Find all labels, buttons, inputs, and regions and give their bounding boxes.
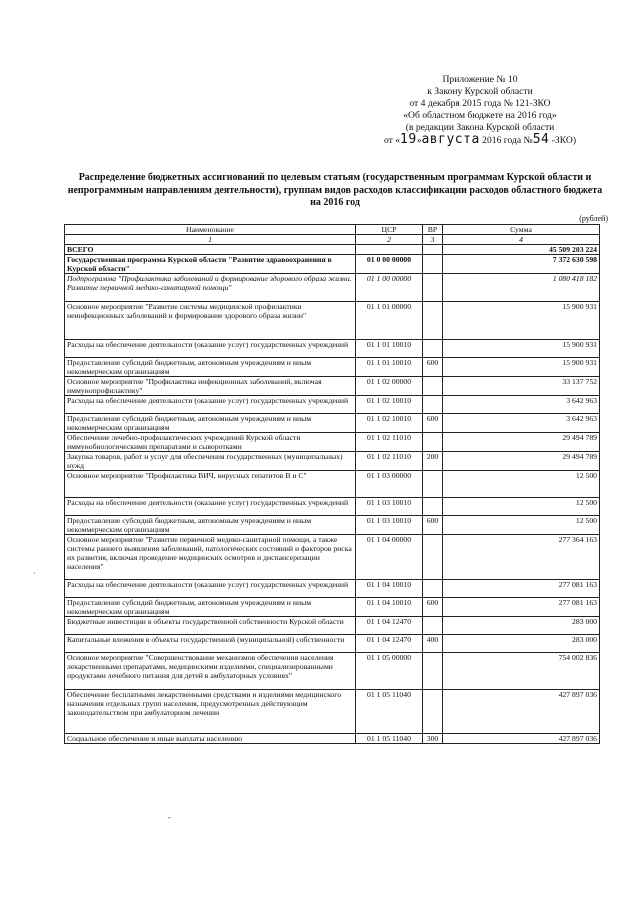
cell-name: Предоставление субсидий бюджетным, автономным учреждениям и иным некоммерческим организациям [65, 414, 356, 433]
cell-csr: 01 1 03 10010 [356, 516, 423, 535]
table-row [65, 452, 600, 471]
cell-csr: 01 1 04 10010 [356, 580, 423, 598]
table-row [65, 617, 600, 635]
cell-vr [423, 690, 443, 734]
cell-sum: 15 900 931 [443, 302, 600, 340]
col-number-sum: 4 [443, 235, 600, 245]
cell-sum: 45 509 203 224 [443, 245, 600, 255]
cell-csr: 01 0 00 00000 [356, 255, 423, 274]
cell-sum: 754 002 836 [443, 653, 600, 690]
amendment-month: августа [421, 132, 480, 147]
cell-sum: 15 900 931 [443, 340, 600, 358]
cell-csr: 01 1 04 10010 [356, 598, 423, 617]
amendment-suffix: -ЗКО) [549, 135, 577, 146]
cell-name: Государственная программа Курской области "Развитие здравоохранения в Курской области" [65, 255, 356, 274]
cell-sum: 1 080 418 182 [443, 274, 600, 302]
cell-csr: 01 1 03 00000 [356, 471, 423, 498]
cell-sum: 7 372 630 598 [443, 255, 600, 274]
col-number-name: 1 [65, 235, 356, 245]
amendment-number: 54 [532, 132, 550, 147]
budget-table [64, 224, 600, 744]
cell-name: Бюджетные инвестиции в объекты государственной собственности Курской области [65, 617, 356, 635]
table-body [65, 245, 600, 744]
cell-vr [423, 302, 443, 340]
cell-name: Расходы на обеспечение деятельности (оказание услуг) государственных учреждений [65, 340, 356, 358]
cell-csr: 01 1 04 00000 [356, 535, 423, 580]
cell-csr: 01 1 02 11010 [356, 433, 423, 452]
header-csr: ЦСР [356, 225, 423, 235]
cell-csr: 01 1 04 12470 [356, 617, 423, 635]
cell-sum: 3 642 963 [443, 396, 600, 414]
cell-sum: 12 500 [443, 471, 600, 498]
table-row [65, 535, 600, 580]
cell-vr [423, 340, 443, 358]
table-number-row [65, 235, 600, 245]
cell-sum: 12 500 [443, 516, 600, 535]
appendix-line-5: (в редакции Закона Курской области [405, 122, 555, 133]
table-row [65, 396, 600, 414]
cell-csr: 01 1 05 00000 [356, 653, 423, 690]
table-row [65, 734, 600, 744]
table-row [65, 358, 600, 377]
units-label: (рублей) [579, 214, 608, 223]
cell-name: Предоставление субсидий бюджетным, автономным учреждениям и иным некоммерческим организациям [65, 516, 356, 535]
cell-sum: 12 500 [443, 498, 600, 516]
table-row [65, 340, 600, 358]
cell-name: Закупка товаров, работ и услуг для обеспечения государственных (муниципальных) нужд [65, 452, 356, 471]
table-row [65, 516, 600, 535]
cell-name: Расходы на обеспечение деятельности (оказание услуг) государственных учреждений [65, 396, 356, 414]
col-number-csr: 2 [356, 235, 423, 245]
cell-name: Расходы на обеспечение деятельности (оказание услуг) государственных учреждений [65, 498, 356, 516]
cell-name: Основное мероприятие "Профилактика ВИЧ, вирусных гепатитов В и С" [65, 471, 356, 498]
appendix-line-3: от 4 декабря 2015 года № 121-ЗКО [409, 98, 551, 109]
cell-vr [423, 377, 443, 396]
table-row [65, 433, 600, 452]
cell-sum: 15 900 931 [443, 358, 600, 377]
cell-vr [423, 396, 443, 414]
bottom-mark: - [168, 813, 171, 822]
cell-vr: 600 [423, 358, 443, 377]
header-sum: Сумма [443, 225, 600, 235]
margin-mark: · [33, 569, 36, 578]
cell-name: Социальное обеспечение и иные выплаты населению [65, 734, 356, 744]
cell-csr: 01 1 05 11040 [356, 690, 423, 734]
amendment-quote: » [416, 135, 422, 146]
cell-name: Предоставление субсидий бюджетным, автономным учреждениям и иным некоммерческим организациям [65, 598, 356, 617]
cell-csr: 01 1 01 10010 [356, 340, 423, 358]
table-row [65, 471, 600, 498]
amendment-day: 19 [400, 132, 417, 147]
cell-csr: 01 1 02 10010 [356, 396, 423, 414]
cell-sum: 277 364 163 [443, 535, 600, 580]
header-name: Наименование [65, 225, 356, 235]
cell-vr [423, 245, 443, 255]
cell-name: Предоставление субсидий бюджетным, автономным учреждениям и иным некоммерческим организациям [65, 358, 356, 377]
appendix-line-4: «Об областном бюджете на 2016 год» [403, 110, 557, 121]
cell-vr [423, 274, 443, 302]
cell-csr: 01 1 01 00000 [356, 302, 423, 340]
cell-name: Расходы на обеспечение деятельности (оказание услуг) государственных учреждений [65, 580, 356, 598]
table-row [65, 653, 600, 690]
appendix-line-1: Приложение № 10 [442, 74, 518, 85]
cell-name: Основное мероприятие "Профилактика инфекционных заболеваний, включая иммунопрофилактику" [65, 377, 356, 396]
cell-vr [423, 471, 443, 498]
cell-vr [423, 535, 443, 580]
cell-sum: 3 642 963 [443, 414, 600, 433]
cell-name: Обеспечение бесплатными лекарственными средствами и изделиями медицинского назначения отдельных групп населения, предусмотренных действующим законодательством при амбулаторном лечении [65, 690, 356, 734]
table-row [65, 302, 600, 340]
table-row [65, 377, 600, 396]
cell-csr: 01 1 03 10010 [356, 498, 423, 516]
cell-sum: 29 494 789 [443, 433, 600, 452]
cell-csr: 01 1 05 11040 [356, 734, 423, 744]
cell-csr: 01 1 04 12470 [356, 635, 423, 653]
cell-vr: 600 [423, 598, 443, 617]
cell-vr [423, 498, 443, 516]
cell-sum: 33 137 752 [443, 377, 600, 396]
cell-vr: 200 [423, 452, 443, 471]
cell-csr: 01 1 02 00000 [356, 377, 423, 396]
table-row [65, 580, 600, 598]
cell-name: Основное мероприятие "Развитие системы медицинской профилактики неинфекционных заболеваний и формирование здорового образа жизни" [65, 302, 356, 340]
cell-sum: 427 897 036 [443, 690, 600, 734]
cell-csr: 01 1 02 10010 [356, 414, 423, 433]
cell-csr: 01 1 02 11010 [356, 452, 423, 471]
cell-sum: 427 897 036 [443, 734, 600, 744]
cell-csr: 01 1 01 10010 [356, 358, 423, 377]
cell-vr [423, 433, 443, 452]
cell-name: Подпрограмма "Профилактика заболеваний и формирование здорового образа жизни. Развитие первичной медико-санитарной помощи" [65, 274, 356, 302]
col-number-vr: 3 [423, 235, 443, 245]
cell-vr [423, 255, 443, 274]
cell-vr: 300 [423, 734, 443, 744]
cell-sum: 29 494 789 [443, 452, 600, 471]
table-header-row [65, 225, 600, 235]
amendment-prefix: от « [383, 135, 401, 146]
cell-name: ВСЕГО [65, 245, 356, 255]
cell-sum: 283 000 [443, 617, 600, 635]
cell-csr: 01 1 00 00000 [356, 274, 423, 302]
cell-sum: 277 081 163 [443, 580, 600, 598]
appendix-header [355, 74, 605, 147]
document-title: Распределение бюджетных ассигнований по целевым статьям (государственным программам Курской области и непрограммным направлениям деятельности), группам видов расходов классификации расходов областного бюджета на 2016 год [67, 172, 603, 208]
table-row [65, 635, 600, 653]
cell-vr: 400 [423, 635, 443, 653]
table-row [65, 245, 600, 255]
table-row [65, 414, 600, 433]
header-vr: ВР [423, 225, 443, 235]
cell-name: Капитальные вложения в объекты государственной (муниципальной) собственности [65, 635, 356, 653]
appendix-line-2: к Закону Курской области [427, 86, 533, 97]
cell-name: Основное мероприятие "Развитие первичной медико-санитарной помощи, а также системы раннего выявления заболеваний, патологических состояний и факторов риска их развития, включая проведение медицинских осмотров и диспансеризации населения" [65, 535, 356, 580]
table-row [65, 498, 600, 516]
appendix-line-6 [355, 134, 605, 147]
cell-name: Основное мероприятие "Совершенствование механизмов обеспечения населения лекарственными препаратами, медицинскими изделиями, специализированными продуктами лечебного питания для детей в амбулаторных условиях" [65, 653, 356, 690]
table-row [65, 255, 600, 274]
cell-csr [356, 245, 423, 255]
table-row [65, 690, 600, 734]
cell-sum: 283 000 [443, 635, 600, 653]
table-row [65, 274, 600, 302]
cell-name: Обеспечение лечебно-профилактических учреждений Курской области иммунобиологическими препаратами и сыворотками [65, 433, 356, 452]
cell-vr [423, 653, 443, 690]
cell-vr: 600 [423, 516, 443, 535]
amendment-year: 2016 года № [479, 135, 533, 146]
cell-sum: 277 081 163 [443, 598, 600, 617]
cell-vr [423, 580, 443, 598]
cell-vr [423, 617, 443, 635]
table-row [65, 598, 600, 617]
cell-vr: 600 [423, 414, 443, 433]
